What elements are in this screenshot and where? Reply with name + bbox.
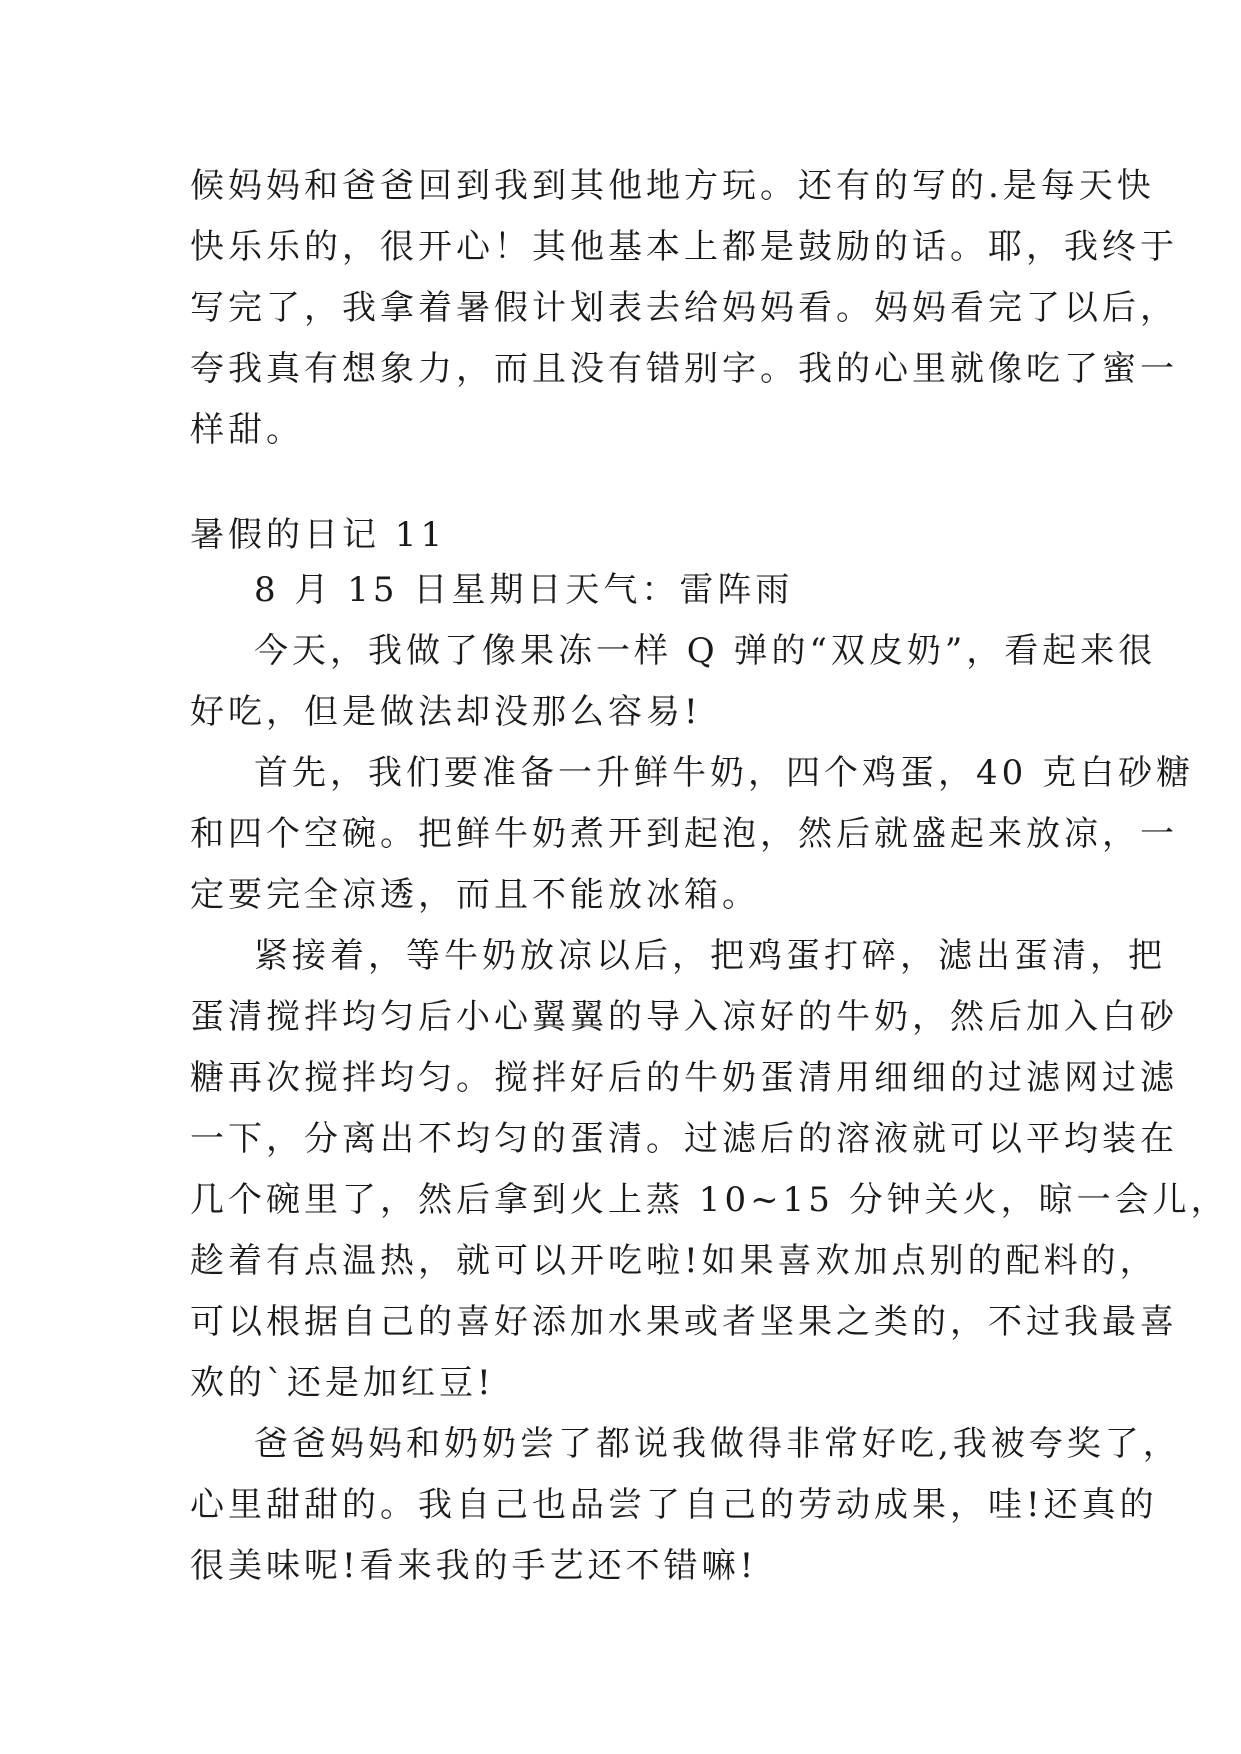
text-line: 爸爸妈妈和奶奶尝了都说我做得非常好吃,我被夸奖了， — [254, 1424, 1181, 1464]
text-line: 糖再次搅拌均匀。搅拌好后的牛奶蛋清用细细的过滤网过滤 — [190, 1058, 1178, 1098]
intro-paragraph — [190, 156, 1178, 461]
text-line: 很美味呢!看来我的手艺还不错嘛! — [190, 1546, 758, 1586]
text-line: 定要完全凉透，而且不能放冰箱。 — [190, 875, 760, 915]
text-line: 快乐乐的，很开心！其他基本上都是鼓励的话。耶，我终于 — [190, 227, 1178, 267]
diary-paragraph-3 — [190, 926, 1229, 1414]
text-line: 好吃，但是做法却没那么容易! — [190, 692, 702, 732]
diary-body — [190, 560, 1229, 1597]
diary-title — [190, 505, 1070, 566]
text-line: 可以根据自己的喜好添加水果或者坚果之类的，不过我最喜 — [190, 1302, 1178, 1342]
text-line: 趁着有点温热，就可以开吃啦!如果喜欢加点别的配料的， — [190, 1241, 1158, 1281]
text-line: 样甜。 — [190, 410, 304, 450]
text-line: 欢的`还是加红豆! — [190, 1363, 495, 1403]
text-line: 首先，我们要准备一升鲜牛奶，四个鸡蛋，40 克白砂糖 — [254, 753, 1195, 793]
text-line: 和四个空碗。把鲜牛奶煮开到起泡，然后就盛起来放凉，一 — [190, 814, 1178, 854]
text-line: 几个碗里了，然后拿到火上蒸 10~15 分钟关火，晾一会儿， — [190, 1180, 1229, 1220]
text-line: 蛋清搅拌均匀后小心翼翼的导入凉好的牛奶，然后加入白砂 — [190, 997, 1178, 1037]
text-line: 写完了，我拿着暑假计划表去给妈妈看。妈妈看完了以后， — [190, 288, 1178, 328]
text-line: 紧接着，等牛奶放凉以后，把鸡蛋打碎，滤出蛋清，把 — [254, 936, 1166, 976]
diary-paragraph-1 — [190, 621, 1157, 743]
text-line: 今天，我做了像果冻一样 Q 弹的“双皮奶”，看起来很 — [254, 631, 1157, 671]
text-line: 夸我真有想象力，而且没有错别字。我的心里就像吃了蜜一 — [190, 349, 1178, 389]
diary-paragraph-2 — [190, 743, 1195, 926]
date-weather-line: 8 月 15 日星期日天气：雷阵雨 — [254, 570, 794, 610]
diary-title-text: 暑假的日记 11 — [190, 515, 447, 555]
text-line: 候妈妈和爸爸回到我到其他地方玩。还有的写的.是每天快 — [190, 166, 1155, 206]
text-line: 一下，分离出不均匀的蛋清。过滤后的溶液就可以平均装在 — [190, 1119, 1178, 1159]
text-line: 心里甜甜的。我自己也品尝了自己的劳动成果，哇!还真的 — [190, 1485, 1158, 1525]
diary-paragraph-4 — [190, 1414, 1181, 1597]
